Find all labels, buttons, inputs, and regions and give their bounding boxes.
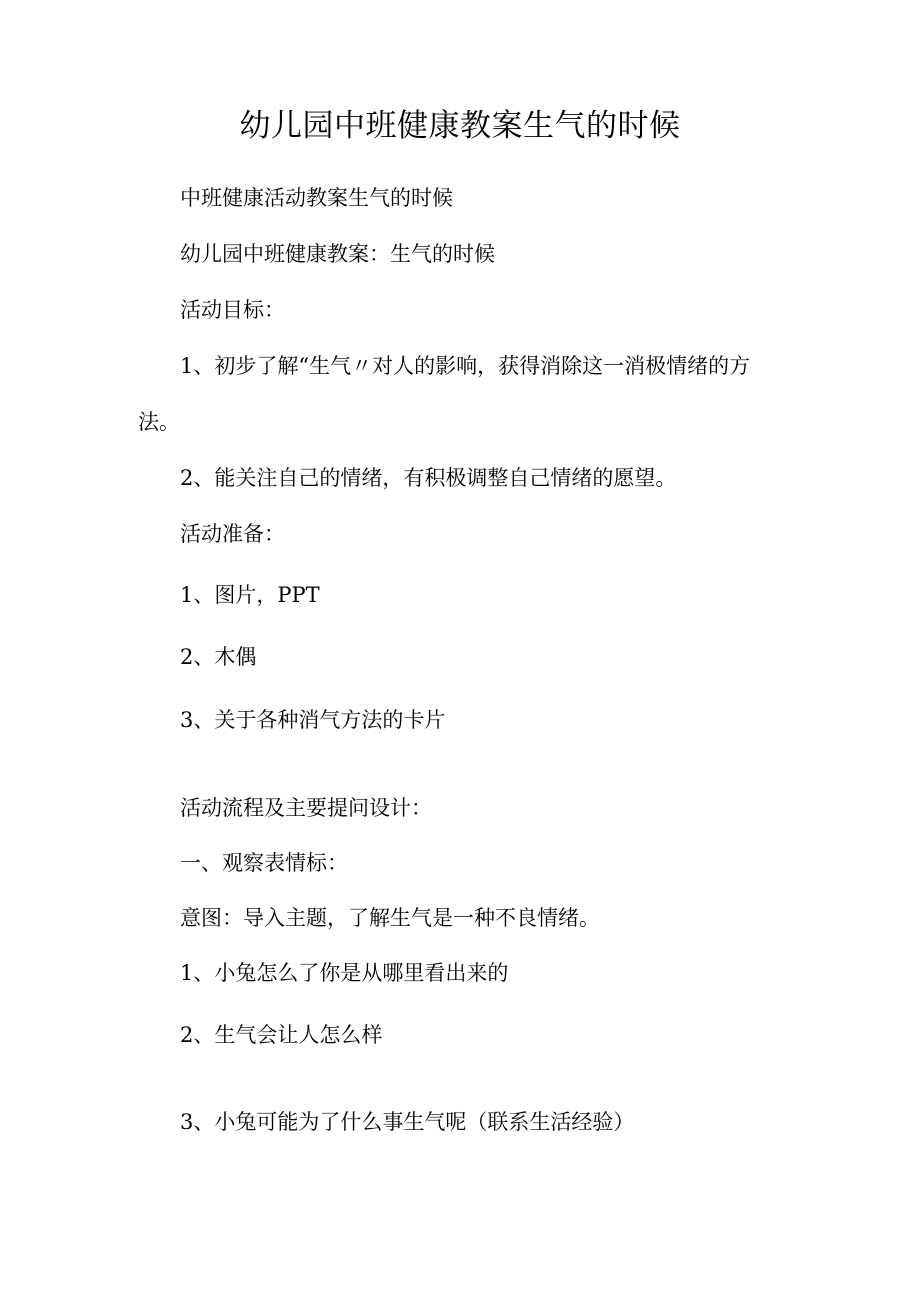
question-3: 3、小兔可能为了什么事生气呢（联系生活经验） bbox=[180, 1110, 635, 1134]
section-heading-process: 活动流程及主要提问设计： bbox=[180, 796, 432, 820]
intent-line: 意图：导入主题，了解生气是一种不良情绪。 bbox=[180, 906, 600, 930]
heading-line: 幼儿园中班健康教案：生气的时候 bbox=[180, 242, 495, 266]
question-2: 2、生气会让人怎么样 bbox=[180, 1023, 383, 1047]
subtitle-line: 中班健康活动教案生气的时候 bbox=[180, 186, 453, 210]
goal-item-1: 1、初步了解“生气〃对人的影响，获得消除这一消极情绪的方 bbox=[180, 354, 751, 378]
goal-item-2: 2、能关注自己的情绪，有积极调整自己情绪的愿望。 bbox=[180, 466, 677, 490]
prep-item-2: 2、木偶 bbox=[180, 645, 257, 669]
section-heading-goals: 活动目标： bbox=[180, 298, 285, 322]
question-1: 1、小兔怎么了你是从哪里看出来的 bbox=[180, 961, 509, 985]
page-title: 幼儿园中班健康教案生气的时候 bbox=[239, 108, 681, 144]
prep-item-3: 3、关于各种消气方法的卡片 bbox=[180, 708, 446, 732]
goal-item-1-continuation: 法。 bbox=[138, 410, 180, 434]
process-step-1: 一、观察表情标： bbox=[180, 851, 348, 875]
prep-item-1: 1、图片，PPT bbox=[180, 583, 320, 607]
section-heading-preparation: 活动准备： bbox=[180, 522, 285, 546]
